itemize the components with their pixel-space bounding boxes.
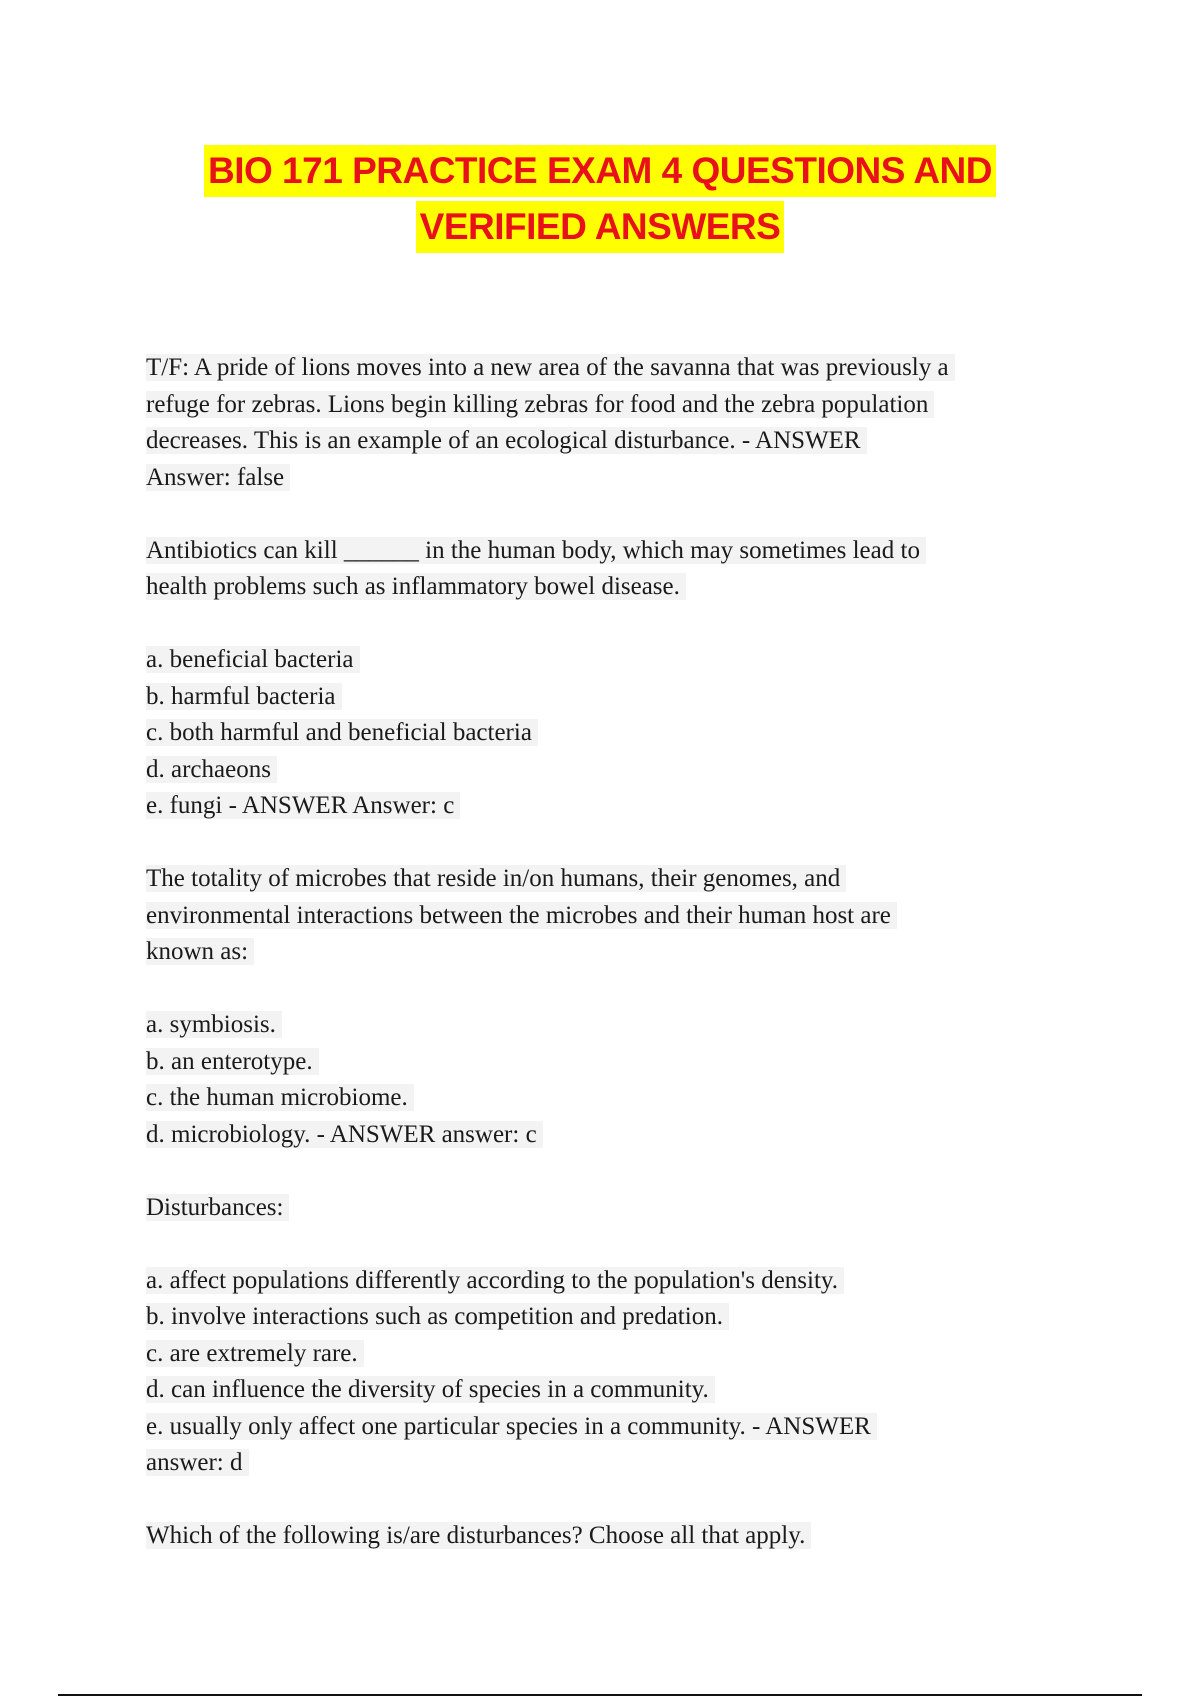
question-text-line: environmental interactions between the microbes and their human host are bbox=[146, 898, 1076, 935]
question-2-options bbox=[146, 642, 1076, 825]
option-line: e. fungi - ANSWER Answer: c bbox=[146, 788, 1076, 825]
question-2 bbox=[146, 533, 1076, 606]
question-3-options bbox=[146, 1007, 1076, 1153]
option-line: c. are extremely rare. bbox=[146, 1336, 1076, 1373]
question-5 bbox=[146, 1518, 1076, 1555]
question-text-line: The totality of microbes that reside in/on humans, their genomes, and bbox=[146, 861, 1076, 898]
question-text-line: T/F: A pride of lions moves into a new area of the savanna that was previously a bbox=[146, 350, 1076, 387]
question-text-line: Antibiotics can kill ______ in the human body, which may sometimes lead to bbox=[146, 533, 1076, 570]
question-text-line: refuge for zebras. Lions begin killing zebras for food and the zebra population bbox=[146, 387, 1076, 424]
title-line-1: BIO 171 PRACTICE EXAM 4 QUESTIONS AND bbox=[204, 145, 996, 197]
document-title bbox=[0, 145, 1200, 253]
option-line: a. beneficial bacteria bbox=[146, 642, 1076, 679]
question-3 bbox=[146, 861, 1076, 971]
option-line: d. archaeons bbox=[146, 752, 1076, 789]
question-4-options bbox=[146, 1263, 1076, 1482]
option-line: a. affect populations differently according to the population's density. bbox=[146, 1263, 1076, 1300]
question-text-line: health problems such as inflammatory bowel disease. bbox=[146, 569, 1076, 606]
question-4 bbox=[146, 1190, 1076, 1227]
answer-line: answer: d bbox=[146, 1445, 1076, 1482]
option-line: c. both harmful and beneficial bacteria bbox=[146, 715, 1076, 752]
option-line: b. an enterotype. bbox=[146, 1044, 1076, 1081]
option-line: d. can influence the diversity of species in a community. bbox=[146, 1372, 1076, 1409]
option-line: e. usually only affect one particular species in a community. - ANSWER bbox=[146, 1409, 1076, 1446]
question-text-line: Which of the following is/are disturbances? Choose all that apply. bbox=[146, 1518, 1076, 1555]
question-text-line: decreases. This is an example of an ecological disturbance. - ANSWER bbox=[146, 423, 1076, 460]
question-1 bbox=[146, 350, 1076, 496]
page-bottom-divider bbox=[58, 1694, 1142, 1696]
option-line: d. microbiology. - ANSWER answer: c bbox=[146, 1117, 1076, 1154]
question-text-line: Disturbances: bbox=[146, 1190, 1076, 1227]
document-body bbox=[146, 350, 1076, 1591]
option-line: b. involve interactions such as competition and predation. bbox=[146, 1299, 1076, 1336]
option-line: b. harmful bacteria bbox=[146, 679, 1076, 716]
title-line-2: VERIFIED ANSWERS bbox=[416, 201, 785, 253]
option-line: a. symbiosis. bbox=[146, 1007, 1076, 1044]
option-line: c. the human microbiome. bbox=[146, 1080, 1076, 1117]
question-text-line: known as: bbox=[146, 934, 1076, 971]
answer-line: Answer: false bbox=[146, 460, 1076, 497]
